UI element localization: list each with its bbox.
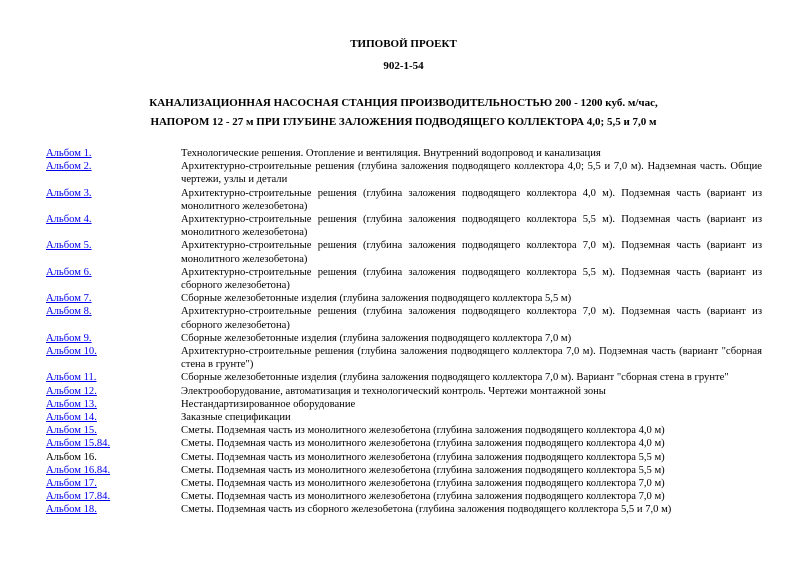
album-row bbox=[46, 239, 762, 265]
album-row bbox=[46, 292, 762, 305]
album-row bbox=[46, 490, 762, 503]
album-row bbox=[46, 187, 762, 213]
album-row bbox=[46, 371, 762, 384]
album-link[interactable]: Альбом 18. bbox=[46, 504, 97, 516]
album-description: Электрооборудование, автоматизация и технологический контроль. Чертежи монтажной зоны bbox=[181, 385, 606, 397]
album-link[interactable]: Альбом 7. bbox=[46, 293, 92, 305]
album-description: Сметы. Подземная часть из сборного железобетона (глубина заложения подводящего коллектора 5,5 и 7,0 м) bbox=[181, 504, 672, 516]
album-link[interactable]: Альбом 16.84. bbox=[46, 464, 111, 476]
album-list bbox=[46, 147, 762, 517]
album-row bbox=[46, 464, 762, 477]
album-row bbox=[46, 398, 762, 411]
album-link[interactable]: Альбом 1. bbox=[46, 148, 92, 159]
album-row bbox=[46, 266, 762, 292]
project-subtitle-line-1: КАНАЛИЗАЦИОННАЯ НАСОСНАЯ СТАНЦИЯ ПРОИЗВОДИТЕЛЬНОСТЬЮ 200 - 1200 куб. м/час, bbox=[149, 97, 658, 109]
album-link[interactable]: Альбом 17. bbox=[46, 478, 97, 490]
album-row bbox=[46, 411, 762, 424]
album-row bbox=[46, 437, 762, 450]
album-link[interactable]: Альбом 17.84. bbox=[46, 491, 111, 503]
album-description: Архитектурно-строительные решения (глубина заложения подводящего коллектора 4,0 м). Подземная часть (вариант из монолитного железобетона) bbox=[181, 187, 762, 212]
album-description: Сметы. Подземная часть из монолитного железобетона (глубина заложения подводящего коллектора 5,5 м) bbox=[181, 464, 665, 476]
project-subtitle-line-2: НАПОРОМ 12 - 27 м ПРИ ГЛУБИНЕ ЗАЛОЖЕНИЯ ПОДВОДЯЩЕГО КОЛЛЕКТОРА 4,0; 5,5 и 7,0 м bbox=[150, 116, 657, 128]
album-label: Альбом 16. bbox=[46, 451, 97, 463]
album-description: Сметы. Подземная часть из монолитного железобетона (глубина заложения подводящего коллектора 4,0 м) bbox=[181, 438, 665, 450]
album-row bbox=[46, 451, 762, 464]
album-row bbox=[46, 160, 762, 186]
album-description: Заказные спецификации bbox=[181, 412, 291, 424]
album-link[interactable]: Альбом 9. bbox=[46, 332, 92, 344]
album-link[interactable]: Альбом 15. bbox=[46, 425, 97, 437]
album-link[interactable]: Альбом 2. bbox=[46, 161, 92, 173]
album-link[interactable]: Альбом 14. bbox=[46, 412, 97, 424]
album-link[interactable]: Альбом 15.84. bbox=[46, 438, 111, 450]
album-link[interactable]: Альбом 3. bbox=[46, 187, 92, 199]
album-link[interactable]: Альбом 8. bbox=[46, 306, 92, 318]
album-description: Архитектурно-строительные решения (глубина заложения подводящего коллектора 5,5 м). Подземная часть (вариант из сборного железобетона) bbox=[181, 266, 762, 292]
album-row bbox=[46, 332, 762, 345]
album-row bbox=[46, 477, 762, 490]
document-title: ТИПОВОЙ ПРОЕКТ bbox=[350, 38, 457, 50]
album-description: Архитектурно-строительные решения (глубина заложения подводящего коллектора 4,0; 5,5 и 7,0 м). Надземная часть. Общие чертежи, узлы и детали bbox=[181, 161, 762, 186]
album-description: Сборные железобетонные изделия (глубина заложения подводящего коллектора 7,0 м). Вариант "сборная стена в грунте" bbox=[181, 372, 729, 384]
album-link[interactable]: Альбом 12. bbox=[46, 385, 97, 397]
album-row bbox=[46, 305, 762, 331]
album-description: Сборные железобетонные изделия (глубина заложения подводящего коллектора 7,0 м) bbox=[181, 332, 572, 344]
album-row bbox=[46, 147, 762, 160]
album-row bbox=[46, 213, 762, 239]
album-description: Сметы. Подземная часть из монолитного железобетона (глубина заложения подводящего коллектора 7,0 м) bbox=[181, 491, 665, 503]
album-description: Нестандартизированное оборудование bbox=[181, 398, 356, 410]
album-row bbox=[46, 345, 762, 371]
album-row bbox=[46, 424, 762, 437]
album-link[interactable]: Альбом 10. bbox=[46, 346, 97, 358]
album-description: Архитектурно-строительные решения (глубина заложения подводящего коллектора 7,0 м). Подземная часть (вариант "сборная стена в грунте") bbox=[181, 346, 762, 371]
album-link[interactable]: Альбом 11. bbox=[46, 372, 97, 384]
album-description: Сборные железобетонные изделия (глубина заложения подводящего коллектора 5,5 м) bbox=[181, 293, 572, 305]
project-code: 902-1-54 bbox=[383, 60, 424, 72]
album-description: Архитектурно-строительные решения (глубина заложения подводящего коллектора 7,0 м). Подземная часть (вариант из сборного железобетона) bbox=[181, 306, 762, 331]
album-link[interactable]: Альбом 5. bbox=[46, 240, 92, 252]
album-description: Технологические решения. Отопление и вентиляция. Внутренний водопровод и канализация bbox=[181, 148, 601, 159]
album-description: Сметы. Подземная часть из монолитного железобетона (глубина заложения подводящего коллектора 5,5 м) bbox=[181, 451, 665, 463]
album-description: Сметы. Подземная часть из монолитного железобетона (глубина заложения подводящего коллектора 7,0 м) bbox=[181, 478, 665, 490]
album-link[interactable]: Альбом 6. bbox=[46, 266, 92, 278]
album-description: Архитектурно-строительные решения (глубина заложения подводящего коллектора 7,0 м). Подземная часть (вариант из монолитного железобетона) bbox=[181, 240, 762, 265]
album-description: Архитектурно-строительные решения (глубина заложения подводящего коллектора 5,5 м). Подземная часть (вариант из монолитного железобетона) bbox=[181, 214, 762, 239]
album-row bbox=[46, 503, 762, 516]
album-row bbox=[46, 385, 762, 398]
album-description: Сметы. Подземная часть из монолитного железобетона (глубина заложения подводящего коллектора 4,0 м) bbox=[181, 425, 665, 437]
album-link[interactable]: Альбом 13. bbox=[46, 398, 97, 410]
album-link[interactable]: Альбом 4. bbox=[46, 214, 92, 226]
